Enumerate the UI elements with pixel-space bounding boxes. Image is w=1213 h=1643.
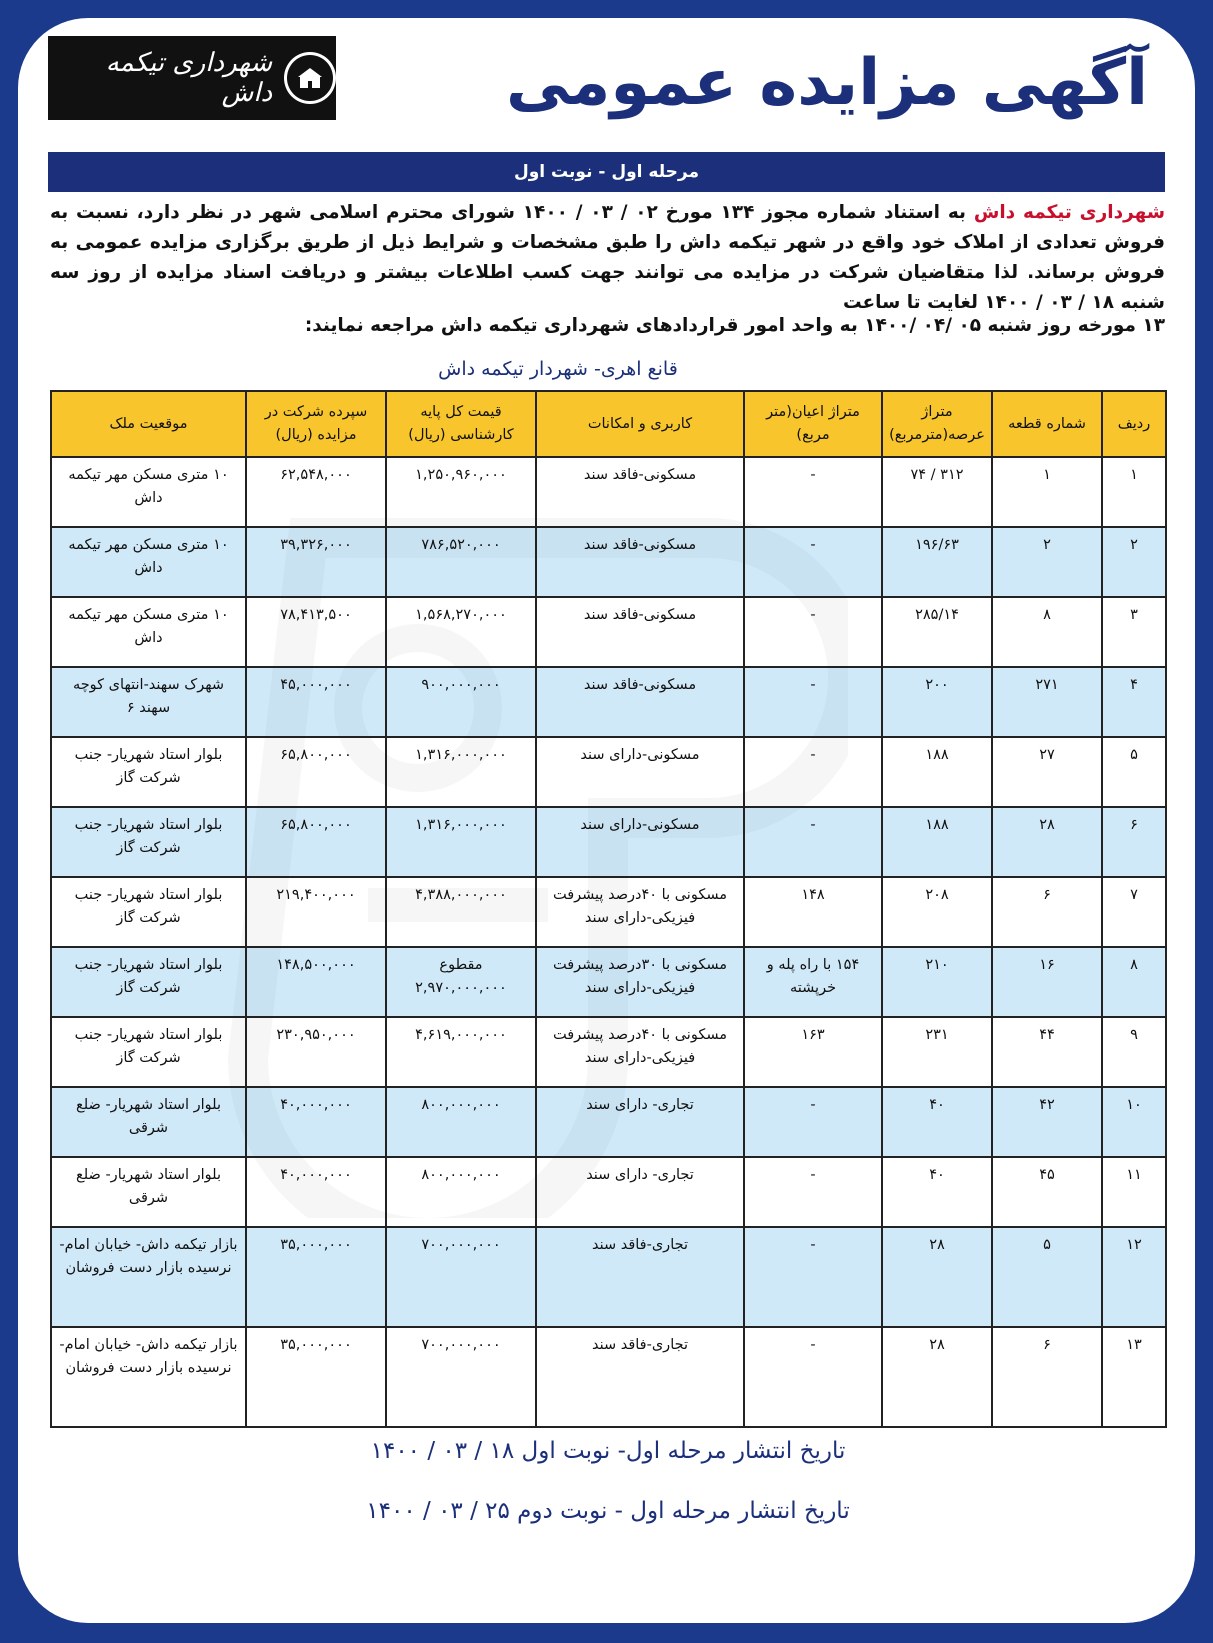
- cell-building: -: [744, 457, 882, 527]
- cell-price: ۴,۳۸۸,۰۰۰,۰۰۰: [386, 877, 536, 947]
- cell-plot: ۱: [992, 457, 1102, 527]
- cell-location: بلوار استاد شهریار- ضلع شرقی: [51, 1087, 246, 1157]
- cell-building: -: [744, 527, 882, 597]
- cell-row: ۵: [1102, 737, 1166, 807]
- cell-building: -: [744, 1157, 882, 1227]
- cell-area: ۲۸: [882, 1227, 992, 1327]
- cell-deposit: ۴۰,۰۰۰,۰۰۰: [246, 1087, 386, 1157]
- cell-row: ۹: [1102, 1017, 1166, 1087]
- cell-usage: مسکونی با ۳۰درصد پیشرفت فیزیکی-دارای سند: [536, 947, 744, 1017]
- cell-area: ۲۸۵/۱۴: [882, 597, 992, 667]
- cell-deposit: ۶۵,۸۰۰,۰۰۰: [246, 807, 386, 877]
- intro-last-line: ۱۳ مورخه روز شنبه ۰۵ /۰۴ /۱۴۰۰ به واحد امور قراردادهای شهرداری تیکمه داش مراجعه نمایند:: [304, 315, 1165, 336]
- cell-building: -: [744, 1087, 882, 1157]
- cell-location: بلوار استاد شهریار- ضلع شرقی: [51, 1157, 246, 1227]
- cell-deposit: ۳۹,۳۲۶,۰۰۰: [246, 527, 386, 597]
- header-plot: شماره قطعه: [992, 391, 1102, 457]
- cell-row: ۳: [1102, 597, 1166, 667]
- header-deposit: سپرده شرکت در مزایده (ریال): [246, 391, 386, 457]
- cell-price: ۷۸۶,۵۲۰,۰۰۰: [386, 527, 536, 597]
- cell-building: -: [744, 1327, 882, 1427]
- cell-building: -: [744, 1227, 882, 1327]
- cell-building: ۱۴۸: [744, 877, 882, 947]
- table-row: [51, 457, 1166, 527]
- cell-plot: ۵: [992, 1227, 1102, 1327]
- cell-plot: ۲۷۱: [992, 667, 1102, 737]
- cell-row: ۱۲: [1102, 1227, 1166, 1327]
- cell-price: ۸۰۰,۰۰۰,۰۰۰: [386, 1157, 536, 1227]
- cell-plot: ۴۴: [992, 1017, 1102, 1087]
- cell-building: -: [744, 737, 882, 807]
- cell-row: ۶: [1102, 807, 1166, 877]
- cell-location: بلوار استاد شهریار- جنب شرکت گاز: [51, 947, 246, 1017]
- cell-usage: تجاری- دارای سند: [536, 1157, 744, 1227]
- cell-deposit: ۳۵,۰۰۰,۰۰۰: [246, 1227, 386, 1327]
- header-area: متراژ عرصه(مترمربع): [882, 391, 992, 457]
- cell-price: ۱,۵۶۸,۲۷۰,۰۰۰: [386, 597, 536, 667]
- table-row: [51, 947, 1166, 1017]
- table-row: [51, 807, 1166, 877]
- header-building: متراژ اعیان(متر مربع): [744, 391, 882, 457]
- auction-table: [50, 390, 1167, 1428]
- table-row: [51, 1087, 1166, 1157]
- publication-date-second: تاریخ انتشار مرحله اول - نوبت دوم ۲۵ / ۰۳ / ۱۴۰۰: [366, 1498, 850, 1524]
- header-row: ردیف: [1102, 391, 1166, 457]
- cell-area: ۱۸۸: [882, 807, 992, 877]
- table-row: [51, 597, 1166, 667]
- header-price: قیمت کل پایه کارشناسی (ریال): [386, 391, 536, 457]
- cell-deposit: ۲۳۰,۹۵۰,۰۰۰: [246, 1017, 386, 1087]
- cell-area: ۲۳۱: [882, 1017, 992, 1087]
- intro-paragraph: [50, 198, 1165, 318]
- cell-area: ۲۰۸: [882, 877, 992, 947]
- cell-deposit: ۶۲,۵۴۸,۰۰۰: [246, 457, 386, 527]
- cell-usage: مسکونی-فاقد سند: [536, 667, 744, 737]
- cell-location: شهرک سهند-انتهای کوچه سهند ۶: [51, 667, 246, 737]
- cell-plot: ۶: [992, 1327, 1102, 1427]
- cell-row: ۱۱: [1102, 1157, 1166, 1227]
- cell-row: ۸: [1102, 947, 1166, 1017]
- table-header-row: [51, 391, 1166, 457]
- cell-plot: ۲۸: [992, 807, 1102, 877]
- cell-building: ۱۶۳: [744, 1017, 882, 1087]
- table-row: [51, 1227, 1166, 1327]
- cell-deposit: ۷۸,۴۱۳,۵۰۰: [246, 597, 386, 667]
- publication-date-first: تاریخ انتشار مرحله اول- نوبت اول ۱۸ / ۰۳ / ۱۴۰۰: [370, 1438, 846, 1464]
- cell-area: ۱۸۸: [882, 737, 992, 807]
- cell-usage: مسکونی با ۴۰درصد پیشرفت فیزیکی-دارای سند: [536, 877, 744, 947]
- cell-usage: مسکونی-فاقد سند: [536, 597, 744, 667]
- cell-usage: مسکونی-فاقد سند: [536, 527, 744, 597]
- table-row: [51, 877, 1166, 947]
- cell-usage: مسکونی-دارای سند: [536, 807, 744, 877]
- cell-building: -: [744, 667, 882, 737]
- stage-bar: مرحله اول - نوبت اول: [48, 152, 1165, 192]
- table-row: [51, 527, 1166, 597]
- cell-deposit: ۴۰,۰۰۰,۰۰۰: [246, 1157, 386, 1227]
- cell-plot: ۱۶: [992, 947, 1102, 1017]
- cell-usage: تجاری-فاقد سند: [536, 1327, 744, 1427]
- signature: قانع اهری- شهردار تیکمه داش: [438, 358, 678, 380]
- cell-location: بازار تیکمه داش- خیابان امام-نرسیده بازار دست فروشان: [51, 1227, 246, 1327]
- cell-area: ۲۰۰: [882, 667, 992, 737]
- cell-location: ۱۰ متری مسکن مهر تیکمه داش: [51, 597, 246, 667]
- cell-price: ۴,۶۱۹,۰۰۰,۰۰۰: [386, 1017, 536, 1087]
- cell-row: ۴: [1102, 667, 1166, 737]
- cell-row: ۱۳: [1102, 1327, 1166, 1427]
- cell-area: ۳۱۲ / ۷۴: [882, 457, 992, 527]
- cell-row: ۱: [1102, 457, 1166, 527]
- cell-building: -: [744, 807, 882, 877]
- cell-plot: ۴۵: [992, 1157, 1102, 1227]
- table-row: [51, 1157, 1166, 1227]
- cell-location: بلوار استاد شهریار- جنب شرکت گاز: [51, 807, 246, 877]
- table-row: [51, 1327, 1166, 1427]
- table-row: [51, 667, 1166, 737]
- cell-usage: تجاری- دارای سند: [536, 1087, 744, 1157]
- table-row: [51, 1017, 1166, 1087]
- cell-price: مقطوع ۲,۹۷۰,۰۰۰,۰۰۰: [386, 947, 536, 1017]
- cell-plot: ۲۷: [992, 737, 1102, 807]
- cell-area: ۴۰: [882, 1157, 992, 1227]
- cell-row: ۲: [1102, 527, 1166, 597]
- cell-area: ۴۰: [882, 1087, 992, 1157]
- cell-area: ۱۹۶/۶۳: [882, 527, 992, 597]
- cell-location: ۱۰ متری مسکن مهر تیکمه داش: [51, 527, 246, 597]
- cell-row: ۷: [1102, 877, 1166, 947]
- municipality-logo: [48, 36, 336, 120]
- cell-plot: ۸: [992, 597, 1102, 667]
- cell-plot: ۴۲: [992, 1087, 1102, 1157]
- cell-usage: مسکونی-فاقد سند: [536, 457, 744, 527]
- cell-price: ۹۰۰,۰۰۰,۰۰۰: [386, 667, 536, 737]
- cell-deposit: ۴۵,۰۰۰,۰۰۰: [246, 667, 386, 737]
- cell-location: بازار تیکمه داش- خیابان امام-نرسیده بازار دست فروشان: [51, 1327, 246, 1427]
- cell-usage: مسکونی با ۴۰درصد پیشرفت فیزیکی-دارای سند: [536, 1017, 744, 1087]
- cell-building: ۱۵۴ با راه پله و خرپشته: [744, 947, 882, 1017]
- notice-card: [18, 18, 1195, 1623]
- cell-price: ۷۰۰,۰۰۰,۰۰۰: [386, 1327, 536, 1427]
- cell-building: -: [744, 597, 882, 667]
- cell-plot: ۶: [992, 877, 1102, 947]
- municipality-emblem-icon: [284, 52, 336, 104]
- intro-line3: لذا متقاضیان شرکت در مزایده می توانند جهت کسب اطلاعات بیشتر و دریافت اسناد مزایده از روز سه شنبه ۱۸ / ۰۳ / ۱۴۰۰ لغایت تا ساعت: [50, 262, 1165, 313]
- cell-location: بلوار استاد شهریار- جنب شرکت گاز: [51, 1017, 246, 1087]
- cell-deposit: ۱۴۸,۵۰۰,۰۰۰: [246, 947, 386, 1017]
- cell-location: ۱۰ متری مسکن مهر تیکمه داش: [51, 457, 246, 527]
- cell-price: ۷۰۰,۰۰۰,۰۰۰: [386, 1227, 536, 1327]
- cell-deposit: ۳۵,۰۰۰,۰۰۰: [246, 1327, 386, 1427]
- cell-row: ۱۰: [1102, 1087, 1166, 1157]
- cell-price: ۱,۳۱۶,۰۰۰,۰۰۰: [386, 807, 536, 877]
- intro-municipality: شهرداری تیکمه داش: [973, 202, 1166, 223]
- cell-location: بلوار استاد شهریار- جنب شرکت گاز: [51, 877, 246, 947]
- header-location: موقعیت ملک: [51, 391, 246, 457]
- cell-area: ۲۸: [882, 1327, 992, 1427]
- cell-usage: مسکونی-دارای سند: [536, 737, 744, 807]
- header-usage: کاربری و امکانات: [536, 391, 744, 457]
- cell-price: ۱,۲۵۰,۹۶۰,۰۰۰: [386, 457, 536, 527]
- cell-location: بلوار استاد شهریار- جنب شرکت گاز: [51, 737, 246, 807]
- cell-price: ۱,۳۱۶,۰۰۰,۰۰۰: [386, 737, 536, 807]
- intro-body: به استناد شماره مجوز ۱۳۴ مورخ ۰۲ / ۰۳ / ۱۴۰۰ شورای محترم اسلامی شهر در نظر دارد، نسبت به فروش تعدادی از املاک خود واقع در شهر تیکمه داش را طبق مشخصات و شرایط ذیل از طریق برگزاری مزایده عمومی به فروش برساند.: [50, 202, 1165, 283]
- page-title: آگهی مزایده عمومی: [506, 46, 1148, 120]
- cell-area: ۲۱۰: [882, 947, 992, 1017]
- cell-price: ۸۰۰,۰۰۰,۰۰۰: [386, 1087, 536, 1157]
- table-row: [51, 737, 1166, 807]
- cell-usage: تجاری-فاقد سند: [536, 1227, 744, 1327]
- cell-plot: ۲: [992, 527, 1102, 597]
- cell-deposit: ۲۱۹,۴۰۰,۰۰۰: [246, 877, 386, 947]
- logo-text: شهرداری تیکمه داش: [105, 48, 273, 108]
- cell-deposit: ۶۵,۸۰۰,۰۰۰: [246, 737, 386, 807]
